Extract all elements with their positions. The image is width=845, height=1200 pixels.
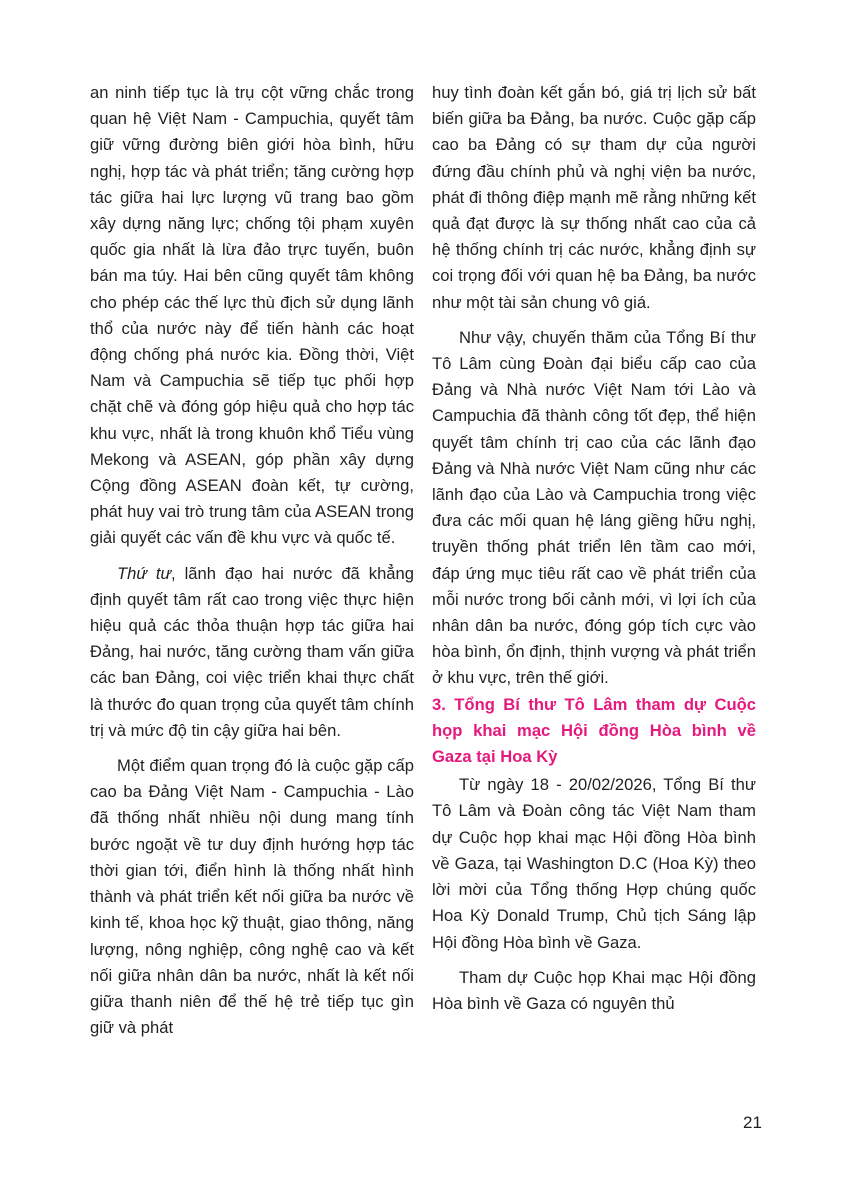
fourth-point-body: , lãnh đạo hai nước đã khẳng định quyết tâm rất cao trong việc thực hiện hiệu quả các thỏa thuận hợp tác giữa hai Đảng, hai nước, tăng cường tham vấn giữa các ban Đảng, coi việc triển khai thực chất là thước đo quan trọng của quyết tâm chính trị và mức độ tin cậy giữa hai bên. — [90, 563, 414, 740]
section-heading: 3. Tổng Bí thư Tô Lâm tham dự Cuộc họp khai mạc Hội đồng Hòa bình về Gaza tại Hoa Kỳ — [432, 694, 756, 767]
right-column — [432, 80, 756, 1017]
paragraph-fourth-point — [90, 561, 414, 744]
paragraph-attendees: Tham dự Cuộc họp Khai mạc Hội đồng Hòa bình về Gaza có nguyên thủ — [432, 967, 756, 1013]
paragraph-security-cooperation: an ninh tiếp tục là trụ cột vững chắc trong quan hệ Việt Nam - Campuchia, quyết tâm giữ vững đường biên giới hòa bình, hữu nghị, hợp tác và phát triển; tăng cường hợp tác giữa hai lực lượng vũ trang bao gồm xây dựng năng lực; chống tội phạm xuyên quốc gia nhất là lừa đảo trực tuyến, buôn bán ma túy. Hai bên cũng quyết tâm không cho phép các thế lực thù địch sử dụng lãnh thổ của nước này để tiến hành các hoạt động chống phá nước kia. Đồng thời, Việt Nam và Campuchia sẽ tiếp tục phối hợp chặt chẽ và đóng góp hiệu quả cho hợp tác khu vực, nhất là trong khuôn khổ Tiểu vùng Mekong và ASEAN, góp phần xây dựng Cộng đồng ASEAN đoàn kết, tự cường, phát huy vai trò trung tâm của ASEAN trong giải quyết các vấn đề khu vực và quốc tế. — [90, 83, 414, 548]
paragraph-visit-summary: Như vậy, chuyến thăm của Tổng Bí thư Tô Lâm cùng Đoàn đại biểu cấp cao của Đảng và Nhà nước Việt Nam tới Lào và Campuchia đã thành công tốt đẹp, thể hiện quyết tâm chính trị cao của các lãnh đạo Đảng và Nhà nước Việt Nam cũng như các lãnh đạo của Lào và Campuchia trong việc đưa các mối quan hệ láng giềng hữu nghị, truyền thống phát triển lên tầm cao mới, đáp ứng mục tiêu rất cao về phát triển của mỗi nước trong bối cảnh mới, vì lợi ích của nhân dân ba nước, đóng góp tích cực vào hòa bình, ổn định, thịnh vượng và phát triển ở khu vực, trên thế giới. — [432, 327, 756, 688]
paragraph-solidarity: huy tình đoàn kết gắn bó, giá trị lịch sử bất biến giữa ba Đảng, ba nước. Cuộc gặp cấp cao ba Đảng có sự tham dự của người đứng đầu chính phủ và nghị viện ba nước, phát đi thông điệp mạnh mẽ rằng những kết quả đạt được là sự thống nhất cao của cả hệ thống chính trị các nước, khẳng định sự coi trọng đối với quan hệ ba Đảng, ba nước như một tài sản chung vô giá. — [432, 83, 756, 312]
left-column — [90, 80, 414, 1041]
fourth-point-lead: Thứ tư — [117, 563, 172, 583]
paragraph-gaza-meeting: Từ ngày 18 - 20/02/2026, Tổng Bí thư Tô Lâm và Đoàn công tác Việt Nam tham dự Cuộc họp khai mạc Hội đồng Hòa bình về Gaza, tại Washington D.C (Hoa Kỳ) theo lời mời của Tổng thống Hợp chúng quốc Hoa Kỳ Donald Trump, Chủ tịch Sáng lập Hội đồng Hòa bình về Gaza. — [432, 775, 756, 952]
page-number: 21 — [743, 1113, 762, 1132]
paragraph-three-party-summit: Một điểm quan trọng đó là cuộc gặp cấp cao ba Đảng Việt Nam - Campuchia - Lào đã thống nhất nhiều nội dung mang tính bước ngoặt về tư duy định hướng hợp tác thời gian tới, điển hình là thống nhất hình thành và phát triển kết nối giữa ba nước về kinh tế, khoa học kỹ thuật, giao thông, năng lượng, nông nghiệp, công nghệ cao và kết nối giữa nhân dân ba nước, nhất là kết nối giữa thanh niên để thế hệ trẻ tiếp tục gìn giữ và phát — [90, 756, 414, 1038]
